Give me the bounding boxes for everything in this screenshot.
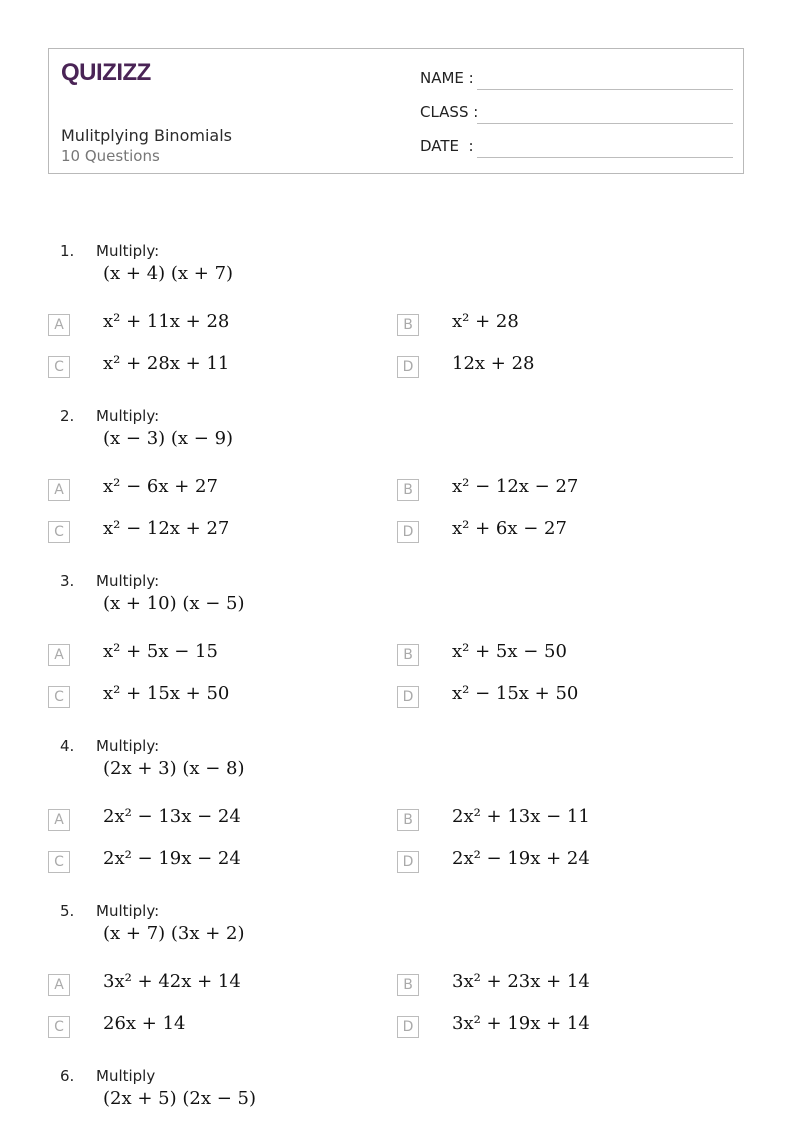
option-letter-a[interactable]: A xyxy=(48,644,70,666)
question-count: 10 Questions xyxy=(61,147,160,165)
option-letter-b[interactable]: B xyxy=(397,809,419,831)
question-prompt: Multiply: xyxy=(96,902,160,920)
option-text: 3x² + 19x + 14 xyxy=(452,1013,590,1034)
question-prompt: Multiply: xyxy=(96,737,160,755)
option-letter-b[interactable]: B xyxy=(397,479,419,501)
question-number: 6. xyxy=(60,1067,75,1085)
option-text: x² + 11x + 28 xyxy=(103,311,230,332)
option-letter-a[interactable]: A xyxy=(48,479,70,501)
question-number: 3. xyxy=(60,572,75,590)
name-line[interactable] xyxy=(477,89,733,90)
date-label: DATE : xyxy=(420,137,474,155)
class-line[interactable] xyxy=(477,123,733,124)
option-letter-d[interactable]: D xyxy=(397,851,419,873)
question-expression: (x + 4) (x + 7) xyxy=(103,263,234,284)
option-text: 2x² + 13x − 11 xyxy=(452,806,590,827)
class-label: CLASS : xyxy=(420,103,479,121)
option-letter-c[interactable]: C xyxy=(48,1016,70,1038)
option-letter-b[interactable]: B xyxy=(397,314,419,336)
question-prompt: Multiply: xyxy=(96,572,160,590)
option-letter-c[interactable]: C xyxy=(48,521,70,543)
option-letter-d[interactable]: D xyxy=(397,686,419,708)
question-number: 2. xyxy=(60,407,75,425)
question-number: 4. xyxy=(60,737,75,755)
option-letter-b[interactable]: B xyxy=(397,644,419,666)
option-text: x² − 12x − 27 xyxy=(452,476,579,497)
option-text: x² + 15x + 50 xyxy=(103,683,230,704)
question-expression: (x − 3) (x − 9) xyxy=(103,428,234,449)
question-number: 1. xyxy=(60,242,75,260)
option-text: x² − 6x + 27 xyxy=(103,476,218,497)
option-letter-a[interactable]: A xyxy=(48,314,70,336)
option-text: 26x + 14 xyxy=(103,1013,186,1034)
option-text: 12x + 28 xyxy=(452,353,535,374)
question-prompt: Multiply xyxy=(96,1067,156,1085)
option-letter-c[interactable]: C xyxy=(48,686,70,708)
option-letter-a[interactable]: A xyxy=(48,974,70,996)
option-letter-c[interactable]: C xyxy=(48,356,70,378)
name-label: NAME : xyxy=(420,69,474,87)
option-text: 3x² + 23x + 14 xyxy=(452,971,590,992)
option-text: x² + 5x − 50 xyxy=(452,641,567,662)
option-text: x² − 12x + 27 xyxy=(103,518,230,539)
option-text: 2x² − 19x + 24 xyxy=(452,848,590,869)
question-expression: (x + 7) (3x + 2) xyxy=(103,923,245,944)
option-letter-a[interactable]: A xyxy=(48,809,70,831)
option-letter-d[interactable]: D xyxy=(397,356,419,378)
quizizz-logo: QUIZIZZ xyxy=(61,59,151,86)
question-prompt: Multiply: xyxy=(96,407,160,425)
question-expression: (x + 10) (x − 5) xyxy=(103,593,245,614)
question-expression: (2x + 5) (2x − 5) xyxy=(103,1088,256,1109)
question-expression: (2x + 3) (x − 8) xyxy=(103,758,245,779)
option-text: x² + 28x + 11 xyxy=(103,353,230,374)
option-text: x² + 5x − 15 xyxy=(103,641,218,662)
question-prompt: Multiply: xyxy=(96,242,160,260)
option-letter-d[interactable]: D xyxy=(397,521,419,543)
date-line[interactable] xyxy=(477,157,733,158)
worksheet-header xyxy=(48,48,744,174)
option-letter-c[interactable]: C xyxy=(48,851,70,873)
worksheet-title: Mulitplying Binomials xyxy=(61,126,232,145)
option-text: 3x² + 42x + 14 xyxy=(103,971,241,992)
option-text: 2x² − 13x − 24 xyxy=(103,806,241,827)
option-letter-b[interactable]: B xyxy=(397,974,419,996)
option-text: x² − 15x + 50 xyxy=(452,683,579,704)
question-number: 5. xyxy=(60,902,75,920)
option-letter-d[interactable]: D xyxy=(397,1016,419,1038)
option-text: 2x² − 19x − 24 xyxy=(103,848,241,869)
option-text: x² + 6x − 27 xyxy=(452,518,567,539)
option-text: x² + 28 xyxy=(452,311,519,332)
